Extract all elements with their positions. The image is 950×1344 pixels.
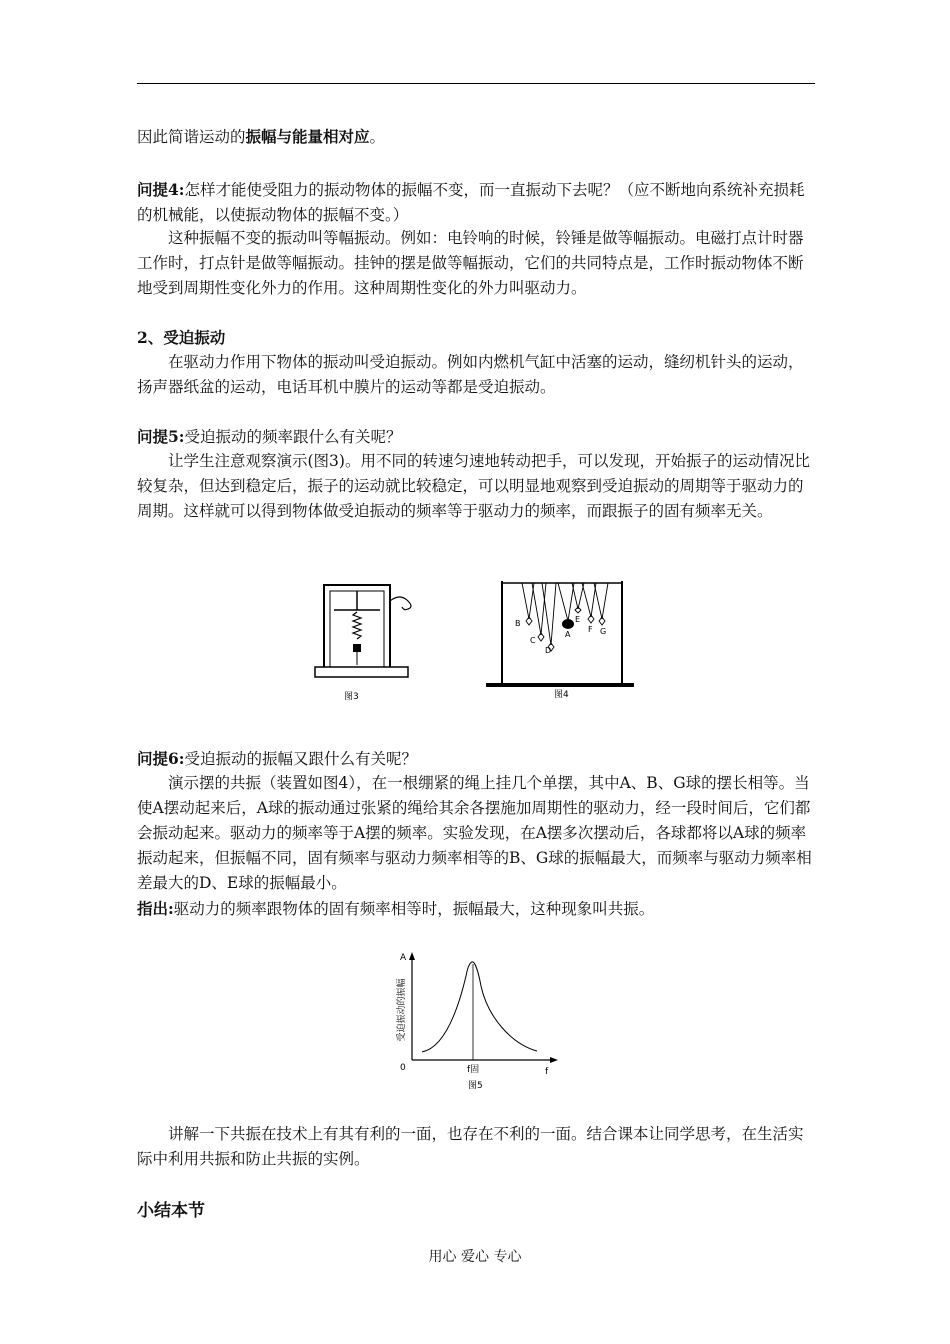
fig3-base xyxy=(315,667,408,677)
point-label: 指出: xyxy=(137,899,174,918)
para1-prefix: 因此简谐运动的 xyxy=(137,128,246,146)
paragraph-constant-amplitude: 这种振幅不变的振动叫等幅振动。例如：电铃响的时候，铃锤是做等幅振动。电磁打点计时器工作时，打点针是做等幅振动。挂钟的摆是做等幅振动，它们的共同特点是，工作时振动物体不断地受到周期性变化外力的作用。这种周期性变化的外力叫驱动力。 xyxy=(137,229,804,297)
page-footer: 用心 爱心 专心 xyxy=(428,1249,522,1265)
question-4-text: 怎样才能使受阻力的振动物体的振幅不变，而一直振动下去呢？（应不断地向系统补充损耗的机械能，以使振动物体的振幅不变。） xyxy=(137,181,805,224)
question-6-text: 受迫振动的振幅又跟什么有关呢？ xyxy=(184,750,418,768)
fig3-spring xyxy=(353,612,361,639)
summary-heading: 小结本节 xyxy=(137,1201,205,1221)
fig4-base xyxy=(486,683,634,687)
fig4-caption: 图4 xyxy=(554,690,569,700)
label-g: G xyxy=(600,627,607,636)
figure-5 xyxy=(382,948,562,1093)
pendulum-f-strings xyxy=(582,583,596,617)
pendulum-b-strings xyxy=(522,583,534,619)
question-6-label: 问提6: xyxy=(137,749,185,768)
question-4-label: 问提4: xyxy=(137,180,185,199)
fig5-caption: 图5 xyxy=(468,1081,483,1091)
label-d: D xyxy=(545,646,552,655)
label-b: B xyxy=(515,619,521,628)
question-5-label: 问提5: xyxy=(137,427,185,446)
fig5-natural-frequency-label: f固 xyxy=(467,1065,480,1075)
para1-bold: 振幅与能量相对应 xyxy=(245,127,370,146)
question-4 xyxy=(137,177,817,228)
pendulum-a-strings xyxy=(558,583,574,621)
header-rule xyxy=(137,83,815,84)
fig5-y-arrow xyxy=(409,952,415,960)
section-2-heading: 2、受迫振动 xyxy=(137,328,226,347)
paragraph-demo-fig3: 让学生注意观察演示(图3)。用不同的转速匀速地转动把手，可以发现，开始振子的运动情况比较复杂，但达到稳定后，振子的运动就比较稳定，可以明显地观察到受迫振动的周期等于驱动力的周期。这样就可以得到物体做受迫振动的频率等于驱动力的频率，而跟振子的固有频率无关。 xyxy=(137,452,810,520)
question-6 xyxy=(137,746,817,772)
pendulum-d-strings xyxy=(542,583,556,645)
label-f: F xyxy=(588,625,593,634)
fig5-resonance-curve xyxy=(422,962,537,1052)
point-text: 驱动力的频率跟物体的固有频率相等时，振幅最大，这种现象叫共振。 xyxy=(173,900,655,918)
pendulum-g-strings xyxy=(594,583,608,619)
label-a: A xyxy=(565,630,571,639)
fig5-x-arrow xyxy=(550,1057,558,1063)
para1-suffix: 。 xyxy=(369,128,386,146)
figure-4 xyxy=(484,573,636,703)
figure-3 xyxy=(306,575,421,705)
pendulum-a-bob xyxy=(562,619,574,629)
fig3-mass xyxy=(353,644,361,652)
paragraph-demo-fig4: 演示摆的共振（装置如图4），在一根绷紧的绳上挂几个单摆，其中A、B、G球的摆长相等。当使A摆动起来后，A球的振动通过张紧的绳给其余各摆施加周期性的驱动力，经一段时间后，它们都会振动起来。驱动力的频率等于A摆的频率。实验发现，在A摆多次摆动后，各球都将以A球的频率振动起来，但振幅不同，固有频率与驱动力频率相等的B、G球的振幅最大，而频率与驱动力频率相差最大的D、E球的振幅最小。 xyxy=(137,774,812,892)
point-note xyxy=(137,896,817,922)
label-c: C xyxy=(530,636,536,645)
question-5 xyxy=(137,424,817,450)
paragraph-amplitude-energy xyxy=(137,124,817,150)
fig3-crank-handle xyxy=(390,597,411,610)
question-5-text: 受迫振动的频率跟什么有关呢？ xyxy=(184,428,402,446)
fig3-caption: 图3 xyxy=(344,692,359,702)
section-2-text: 在驱动力作用下物体的振动叫受迫振动。例如内燃机气缸中活塞的运动，缝纫机针头的运动，扬声器纸盆的运动，电话耳机中膜片的运动等都是受迫振动。 xyxy=(137,353,804,396)
fig5-x-axis-label: f xyxy=(545,1067,549,1077)
fig5-ylabel: 受迫振动的振幅 xyxy=(397,978,407,1042)
fig5-origin-label: 0 xyxy=(400,1063,406,1073)
pendulum-c-strings xyxy=(532,583,546,635)
fig5-y-axis-label: A xyxy=(400,953,407,963)
label-e: E xyxy=(575,615,581,624)
paragraph-explain: 讲解一下共振在技术上有其有利的一面，也存在不利的一面。结合课本让同学思考，在生活实际中利用共振和防止共振的实例。 xyxy=(137,1125,804,1168)
